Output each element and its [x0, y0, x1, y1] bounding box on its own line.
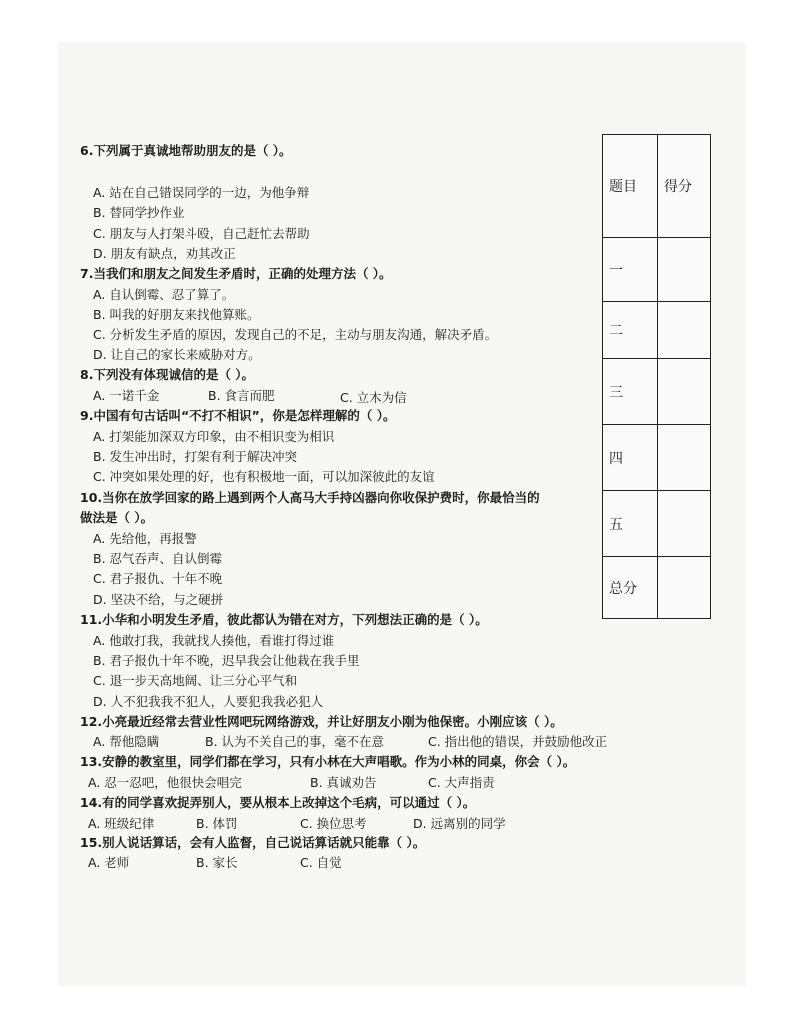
option: A. 老师 [88, 855, 130, 870]
score-cell[interactable] [658, 491, 711, 557]
score-row-label: 二 [603, 302, 658, 359]
option: C. 立木为信 [340, 390, 407, 405]
score-row-label: 四 [603, 425, 658, 491]
option: C. 分析发生矛盾的原因，发现自己的不足，主动与朋友沟通，解决矛盾。 [93, 327, 498, 342]
option: C. 君子报仇、十年不晚 [93, 571, 223, 586]
question-10: 10.当你在放学回家的路上遇到两个人高马大手持凶器向你收保护费时，你最恰当的 [80, 490, 540, 505]
score-cell[interactable] [658, 425, 711, 491]
option: D. 坚决不给，与之硬拼 [93, 592, 224, 607]
option: A. 帮他隐瞒 [93, 734, 160, 749]
option: C. 指出他的错误，并鼓励他改正 [428, 734, 608, 749]
score-cell[interactable] [658, 359, 711, 425]
question-15: 15.别人说话算话，会有人监督，自己说话算话就只能靠（ ）。 [80, 835, 426, 850]
score-table-header-score: 得分 [658, 135, 711, 238]
score-table-header-item: 题目 [603, 135, 658, 238]
score-cell-total[interactable] [658, 557, 711, 619]
question-9: 9.中国有句古话叫“不打不相识”，你是怎样理解的（ ）。 [80, 408, 396, 423]
option: B. 君子报仇十年不晚，迟早我会让他栽在我手里 [93, 653, 360, 668]
option: B. 叫我的好朋友来找他算账。 [93, 307, 260, 322]
question-13: 13.安静的教室里，同学们都在学习，只有小林在大声唱歌。作为小林的同桌，你会（ ）。 [80, 754, 576, 769]
option: A. 先给他，再报警 [93, 531, 197, 546]
option: C. 冲突如果处理的好，也有积极地一面，可以加深彼此的友谊 [93, 469, 435, 484]
score-table [602, 134, 711, 619]
score-row-label: 五 [603, 491, 658, 557]
option: A. 自认倒霉、忍了算了。 [93, 287, 235, 302]
question-8: 8.下列没有体现诚信的是（ ）。 [80, 367, 255, 382]
option: C. 退一步天高地阔、让三分心平气和 [93, 673, 298, 688]
option: D. 人不犯我我不犯人，人要犯我我必犯人 [93, 694, 324, 709]
question-6: 6.下列属于真诚地帮助朋友的是（ ）。 [80, 143, 292, 158]
option: B. 真诚劝告 [310, 775, 377, 790]
option: B. 忍气吞声、自认倒霉 [93, 551, 223, 566]
option: C. 自觉 [300, 855, 342, 870]
score-cell[interactable] [658, 302, 711, 359]
option: D. 让自己的家长来威胁对方。 [93, 347, 261, 362]
question-10-continued: 做法是（ ）。 [80, 510, 154, 525]
option: B. 认为不关自己的事，毫不在意 [205, 734, 385, 749]
question-12: 12.小亮最近经常去营业性网吧玩网络游戏，并让好朋友小刚为他保密。小刚应该（ ）。 [80, 714, 563, 729]
option: A. 打架能加深双方印象，由不相识变为相识 [93, 429, 335, 444]
option: A. 一诺千金 [93, 388, 160, 403]
option: B. 家长 [196, 855, 238, 870]
question-14: 14.有的同学喜欢捉弄别人，要从根本上改掉这个毛病，可以通过（ ）。 [80, 795, 476, 810]
score-row-label-total: 总分 [603, 557, 658, 619]
option: B. 替同学抄作业 [93, 205, 185, 220]
option: B. 食言而肥 [208, 388, 275, 403]
option: C. 朋友与人打架斗殴，自己赶忙去帮助 [93, 226, 310, 241]
score-row-label: 一 [603, 238, 658, 302]
option: A. 班级纪律 [88, 816, 155, 831]
question-7: 7.当我们和朋友之间发生矛盾时，正确的处理方法（ ）。 [80, 266, 392, 281]
score-row-label: 三 [603, 359, 658, 425]
option: C. 大声指责 [428, 775, 495, 790]
option: B. 体罚 [196, 816, 238, 831]
option: D. 远离别的同学 [413, 816, 506, 831]
option: B. 发生冲出时，打架有利于解决冲突 [93, 449, 298, 464]
question-11: 11.小华和小明发生矛盾，彼此都认为错在对方，下列想法正确的是（ ）。 [80, 612, 488, 627]
option: A. 他敢打我，我就找人揍他，看谁打得过谁 [93, 633, 335, 648]
option: A. 忍一忍吧，他很快会唱完 [88, 775, 242, 790]
option: D. 朋友有缺点，劝其改正 [93, 246, 236, 261]
option: A. 站在自己错误同学的一边，为他争辩 [93, 185, 310, 200]
score-cell[interactable] [658, 238, 711, 302]
option: C. 换位思考 [300, 816, 367, 831]
